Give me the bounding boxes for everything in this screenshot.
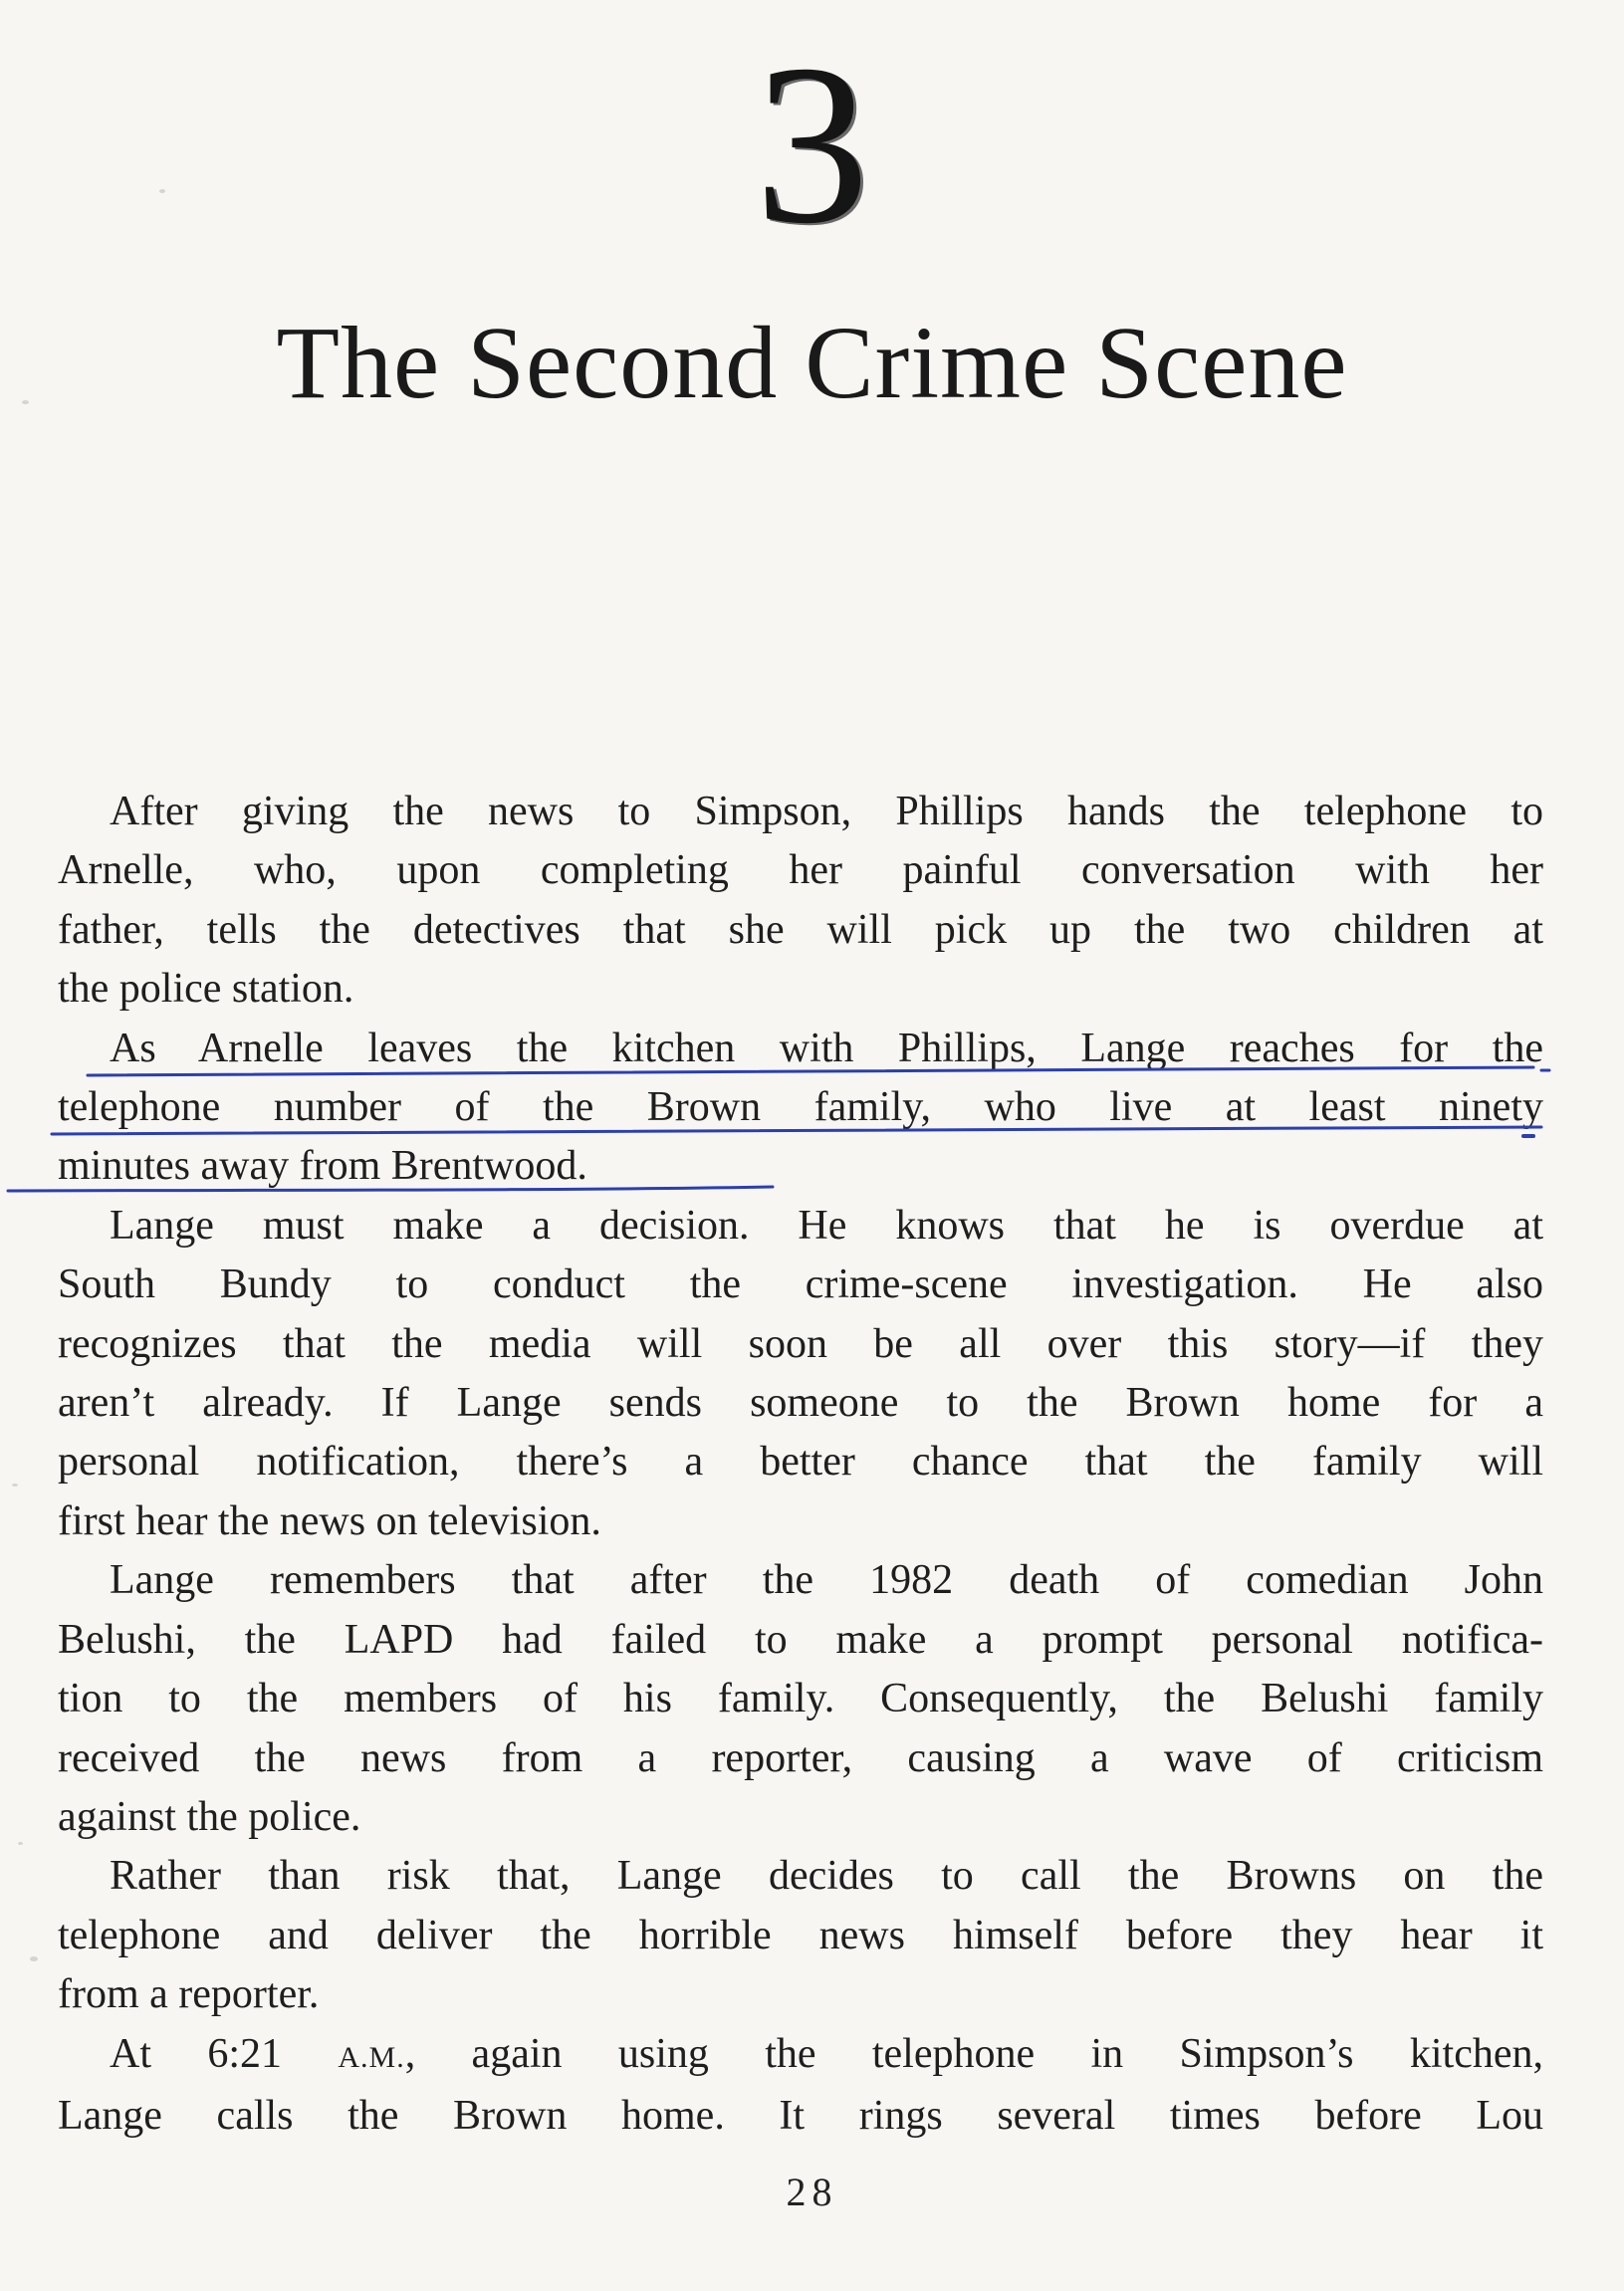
text-line: tion to the members of his family. Consequently, the Belushi family <box>58 1676 1543 1722</box>
text-segment: , again using the telephone in Simpson’s kitchen, <box>404 2030 1543 2077</box>
chapter-title: The Second Crime Scene <box>276 306 1348 420</box>
text-line: Arnelle, who, upon completing her painful conversation with her <box>58 847 1543 894</box>
text-segment: At 6:21 <box>110 2030 339 2077</box>
underlined-text-line: telephone number of the Brown family, who live at least ninety <box>58 1084 1543 1131</box>
underlined-text-line: As Arnelle leaves the kitchen with Phillips, Lange reaches for the <box>110 1025 1543 1071</box>
text-line: South Bundy to conduct the crime-scene investigation. He also <box>58 1261 1543 1308</box>
body-text <box>58 783 1543 2146</box>
underlined-text-line: minutes away from Brentwood. <box>58 1143 587 1190</box>
text-line: against the police. <box>58 1793 361 1840</box>
page-number: 28 <box>786 2170 838 2214</box>
text-line: personal notification, there’s a better chance that the family will <box>58 1439 1543 1486</box>
paper-speck <box>18 1842 23 1845</box>
paper-speck <box>22 400 29 404</box>
text-line: received the news from a reporter, causing a wave of criticism <box>58 1734 1543 1781</box>
text-line: first hear the news on television. <box>58 1497 601 1544</box>
chapter-number: 3 <box>755 17 869 271</box>
text-line: father, tells the detectives that she will pick up the two children at <box>58 906 1543 953</box>
text-line: Lange must make a decision. He knows that he is overdue at <box>110 1202 1543 1249</box>
paper-speck <box>159 189 165 193</box>
text-line: After giving the news to Simpson, Phillips hands the telephone to <box>110 789 1543 834</box>
text-line: Rather than risk that, Lange decides to call the Browns on the <box>110 1853 1543 1900</box>
text-line: Lange calls the Brown home. It rings several times before Lou <box>58 2092 1543 2139</box>
paper-speck <box>30 1956 38 1961</box>
text-line: Lange remembers that after the 1982 death of comedian John <box>110 1557 1543 1604</box>
text-line: the police station. <box>58 966 354 1013</box>
text-line: from a reporter. <box>58 1971 320 2018</box>
text-line: Belushi, the LAPD had failed to make a prompt personal notifica- <box>58 1616 1543 1663</box>
text-line: recognizes that the media will soon be all over this story—if they <box>58 1320 1543 1367</box>
small-caps-time: A.M. <box>338 2040 405 2074</box>
text-line: telephone and deliver the horrible news himself before they hear it <box>58 1912 1543 1958</box>
text-line: aren’t already. If Lange sends someone to the Brown home for a <box>58 1380 1543 1427</box>
paper-speck <box>12 1484 18 1487</box>
text-line <box>58 2025 1543 2087</box>
